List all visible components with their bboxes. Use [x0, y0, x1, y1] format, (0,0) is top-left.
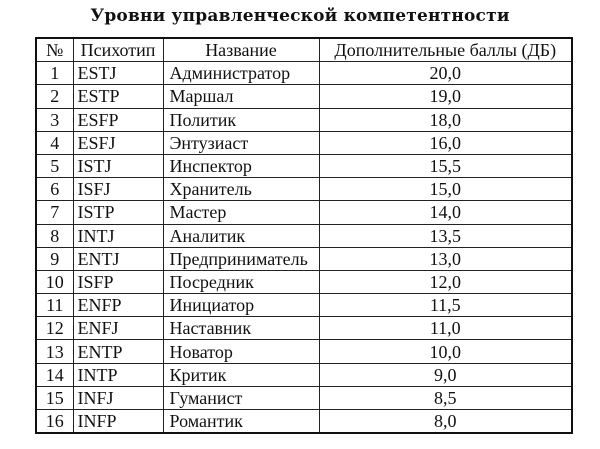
cell-name: Хранитель — [163, 178, 319, 201]
cell-number: 11 — [36, 294, 73, 317]
cell-number: 4 — [36, 131, 73, 154]
cell-number: 7 — [36, 201, 73, 224]
cell-psychotype: ESTJ — [73, 62, 163, 85]
table-row — [36, 270, 572, 293]
cell-extra-points: 14,0 — [319, 201, 572, 224]
cell-name: Гуманист — [163, 386, 319, 409]
table-row — [36, 410, 572, 434]
cell-extra-points: 12,0 — [319, 270, 572, 293]
cell-extra-points: 13,5 — [319, 224, 572, 247]
cell-psychotype: INFJ — [73, 386, 163, 409]
cell-name: Маршал — [163, 85, 319, 108]
header-psychotype: Психотип — [73, 38, 163, 62]
cell-number: 5 — [36, 154, 73, 177]
cell-psychotype: ISTP — [73, 201, 163, 224]
cell-extra-points: 11,0 — [319, 317, 572, 340]
cell-name: Предприниматель — [163, 247, 319, 270]
cell-number: 12 — [36, 317, 73, 340]
cell-extra-points: 20,0 — [319, 62, 572, 85]
table-row — [36, 201, 572, 224]
table-row — [36, 224, 572, 247]
table-row — [36, 154, 572, 177]
cell-extra-points: 10,0 — [319, 340, 572, 363]
cell-extra-points: 16,0 — [319, 131, 572, 154]
cell-psychotype: ESTP — [73, 85, 163, 108]
table-row — [36, 178, 572, 201]
competence-table — [35, 37, 573, 434]
cell-psychotype: ISTJ — [73, 154, 163, 177]
cell-number: 9 — [36, 247, 73, 270]
cell-psychotype: INTJ — [73, 224, 163, 247]
cell-psychotype: ENFJ — [73, 317, 163, 340]
table-row — [36, 85, 572, 108]
cell-psychotype: INFP — [73, 410, 163, 434]
table-row — [36, 247, 572, 270]
table-row — [36, 386, 572, 409]
cell-number: 3 — [36, 108, 73, 131]
cell-extra-points: 18,0 — [319, 108, 572, 131]
cell-psychotype: ENTJ — [73, 247, 163, 270]
table-row — [36, 340, 572, 363]
cell-name: Критик — [163, 363, 319, 386]
cell-name: Энтузиаст — [163, 131, 319, 154]
cell-extra-points: 9,0 — [319, 363, 572, 386]
cell-extra-points: 8,5 — [319, 386, 572, 409]
cell-name: Инспектор — [163, 154, 319, 177]
cell-psychotype: INTP — [73, 363, 163, 386]
cell-name: Политик — [163, 108, 319, 131]
page-title: Уровни управленческой компетентности — [90, 6, 510, 26]
cell-name: Посредник — [163, 270, 319, 293]
table-row — [36, 108, 572, 131]
cell-extra-points: 8,0 — [319, 410, 572, 434]
cell-name: Наставник — [163, 317, 319, 340]
cell-number: 16 — [36, 410, 73, 434]
table-row — [36, 363, 572, 386]
cell-name: Мастер — [163, 201, 319, 224]
table-row — [36, 131, 572, 154]
cell-extra-points: 11,5 — [319, 294, 572, 317]
cell-extra-points: 15,5 — [319, 154, 572, 177]
cell-number: 6 — [36, 178, 73, 201]
cell-psychotype: ENTP — [73, 340, 163, 363]
cell-name: Новатор — [163, 340, 319, 363]
cell-number: 1 — [36, 62, 73, 85]
table-row — [36, 317, 572, 340]
table-row — [36, 62, 572, 85]
cell-name: Романтик — [163, 410, 319, 434]
cell-number: 8 — [36, 224, 73, 247]
table-header-row — [36, 38, 572, 62]
cell-extra-points: 15,0 — [319, 178, 572, 201]
cell-number: 15 — [36, 386, 73, 409]
cell-psychotype: ISFJ — [73, 178, 163, 201]
cell-extra-points: 19,0 — [319, 85, 572, 108]
cell-name: Инициатор — [163, 294, 319, 317]
cell-extra-points: 13,0 — [319, 247, 572, 270]
cell-psychotype: ISFP — [73, 270, 163, 293]
header-name: Название — [163, 38, 319, 62]
cell-name: Администратор — [163, 62, 319, 85]
cell-number: 10 — [36, 270, 73, 293]
table-row — [36, 294, 572, 317]
header-extra-points: Дополнительные баллы (ДБ) — [319, 38, 572, 62]
cell-number: 2 — [36, 85, 73, 108]
cell-psychotype: ESFP — [73, 108, 163, 131]
cell-number: 14 — [36, 363, 73, 386]
header-number: № — [36, 38, 73, 62]
cell-psychotype: ESFJ — [73, 131, 163, 154]
cell-name: Аналитик — [163, 224, 319, 247]
cell-number: 13 — [36, 340, 73, 363]
table-body — [36, 62, 572, 434]
cell-psychotype: ENFP — [73, 294, 163, 317]
